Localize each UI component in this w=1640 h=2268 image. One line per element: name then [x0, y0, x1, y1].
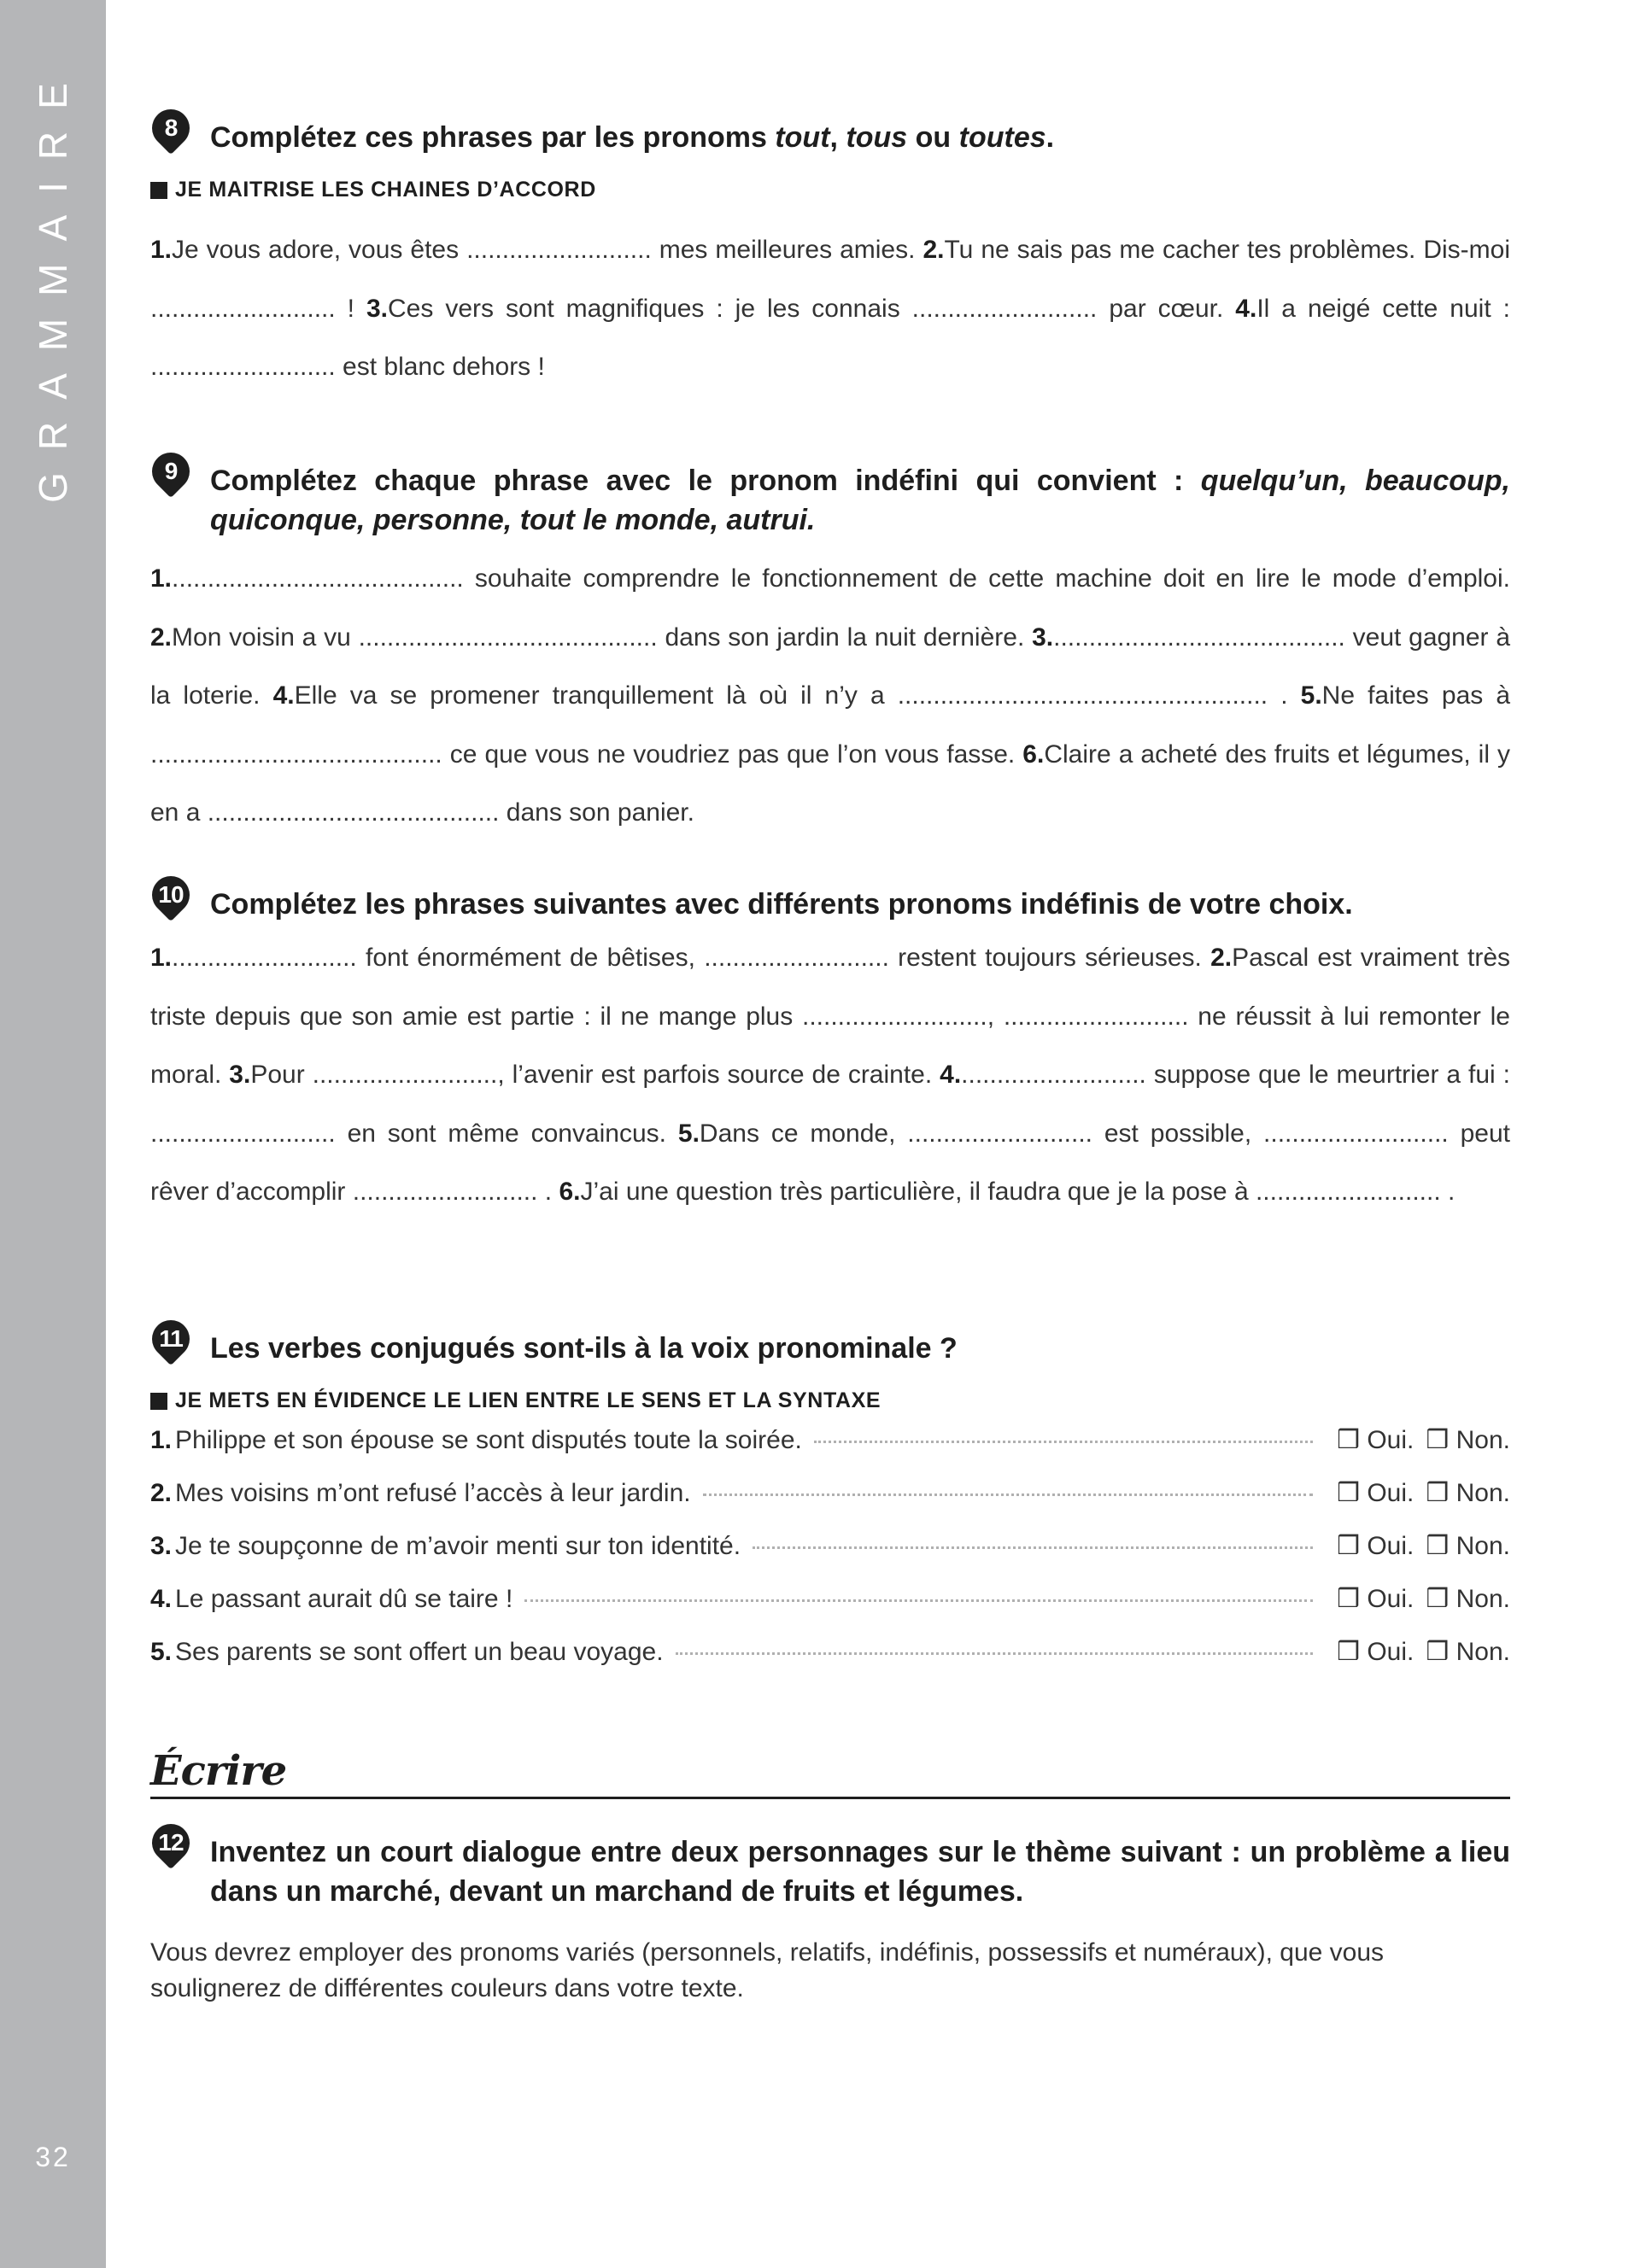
leader-dots: [814, 1441, 1313, 1443]
question-text: ......................................... veut gagner à la loterie.: [150, 623, 1511, 710]
leader-dots: [524, 1599, 1313, 1602]
exercise-9: [150, 458, 1511, 843]
exercise-header: [150, 1325, 1510, 1368]
square-bullet-icon: [150, 1393, 167, 1410]
question-text: Elle va se promener tranquillement là où il n’y a .................................................... .: [294, 681, 1288, 710]
exercise-header: [150, 881, 1510, 924]
question-text: J’ai une question très particulière, il faudra que je la pose à .......................... .: [580, 1178, 1456, 1206]
checkbox-icon: ❒: [1337, 1479, 1360, 1507]
skill-label: JE METS EN ÉVIDENCE LE LIEN ENTRE LE SENS ET LA SYNTAXE: [150, 1388, 1510, 1413]
question-text: Il a neigé cette nuit : .......................... est blanc dehors !: [150, 294, 1510, 381]
exercise-number: 10: [158, 881, 184, 908]
yes-no-list: [150, 1425, 1510, 1690]
no-checkbox[interactable]: ❒ Non.: [1426, 1532, 1510, 1560]
exercise-number: 8: [164, 114, 178, 141]
checkbox-icon: ❒: [1337, 1426, 1360, 1454]
checkbox-icon: ❒: [1426, 1585, 1450, 1613]
section-label: GRAMMAIRE: [31, 61, 75, 503]
exercise-11: [150, 1325, 1510, 1690]
exercise-number-badge: [144, 1312, 197, 1365]
checkbox-icon: ❒: [1426, 1638, 1450, 1666]
list-item: 2. Mes voisins m’ont refusé l’accès à leur jardin. ❒ Oui. ❒ Non.: [150, 1479, 1510, 1507]
checkbox-icon: ❒: [1337, 1638, 1360, 1666]
checkbox-icon: ❒: [1426, 1532, 1450, 1560]
exercise-number: 12: [158, 1829, 184, 1856]
checkbox-icon: ❒: [1426, 1426, 1450, 1454]
section-heading-ecrire: [150, 1749, 1510, 1799]
section-sidebar: [0, 0, 106, 2268]
question-text: Pour .........................., l’avenir est parfois source de crainte.: [250, 1061, 933, 1089]
list-item: 5. Ses parents se sont offert un beau voyage. ❒ Oui. ❒ Non.: [150, 1638, 1510, 1666]
exercise-8: [150, 114, 1511, 397]
exercise-questions: 1.Je vous adore, vous êtes .......................... mes meilleures amies. 2.Tu ne sais pas me cacher tes problèmes. Dis-moi .......................... ! 3.Ces vers sont magnifiques : je les connais .......................... par cœur. 4.Il a neigé cette nuit : .......................... est blanc dehors !: [150, 236, 1511, 381]
exercise-header: [150, 1829, 1510, 1911]
list-item: 1. Philippe et son épouse se sont disputés toute la soirée. ❒ Oui. ❒ Non.: [150, 1426, 1510, 1454]
exercise-header: [150, 458, 1510, 540]
page-number: 32: [35, 2142, 71, 2172]
no-checkbox[interactable]: ❒ Non.: [1426, 1638, 1510, 1666]
question-text: Je vous adore, vous êtes .......................... mes meilleures amies.: [172, 236, 916, 264]
exercise-title: Complétez les phrases suivantes avec différents pronoms indéfinis de votre choix.: [210, 888, 1353, 921]
checkbox-icon: ❒: [1426, 1479, 1450, 1507]
exercise-title: Complétez ces phrases par les pronoms tout, tous ou toutes.: [210, 121, 1055, 154]
exercise-number: 11: [159, 1325, 183, 1352]
checkbox-icon: ❒: [1337, 1585, 1360, 1613]
question-text: Pascal est vraiment très triste depuis que son amie est partie : il ne mange plus .........................., .......................... ne réussit à lui remonter le moral.: [150, 944, 1510, 1089]
exercise-12: [150, 1829, 1510, 2007]
leader-dots: [753, 1546, 1313, 1549]
section-heading-text: Écrire: [150, 1747, 287, 1795]
exercise-title: Inventez un court dialogue entre deux personnages sur le thème suivant : un problème a lieu dans un marché, devant un marchand de fruits et légumes.: [210, 1836, 1510, 1908]
yes-checkbox[interactable]: ❒ Oui.: [1337, 1426, 1414, 1454]
no-checkbox[interactable]: ❒ Non.: [1426, 1426, 1510, 1454]
yes-checkbox[interactable]: ❒ Oui.: [1337, 1532, 1414, 1560]
exercise-number-badge: [144, 102, 197, 155]
exercise-number-badge: [144, 868, 197, 921]
question-text: Mon voisin a vu .......................................... dans son jardin la nuit dernière.: [172, 623, 1025, 652]
no-checkbox[interactable]: ❒ Non.: [1426, 1585, 1510, 1613]
exercise-number-badge: [144, 445, 197, 498]
question-text: .......................... font énormément de bêtises, .......................... restent toujours sérieuses.: [172, 944, 1202, 972]
exercise-title: Les verbes conjugués sont-ils à la voix pronominale ?: [210, 1332, 958, 1365]
exercise-number-badge: [144, 1816, 197, 1869]
no-checkbox[interactable]: ❒ Non.: [1426, 1479, 1510, 1507]
question-text: Tu ne sais pas me cacher tes problèmes. Dis-moi .......................... !: [150, 236, 1511, 323]
question-text: Mes voisins m’ont refusé l’accès à leur jardin.: [175, 1479, 691, 1507]
leader-dots: [676, 1652, 1314, 1655]
yes-checkbox[interactable]: ❒ Oui.: [1337, 1479, 1414, 1507]
question-text: Le passant aurait dû se taire !: [175, 1585, 513, 1613]
checkbox-icon: ❒: [1337, 1532, 1360, 1560]
yes-checkbox[interactable]: ❒ Oui.: [1337, 1585, 1414, 1613]
question-text: Claire a acheté des fruits et légumes, il y en a ......................................... dans son panier.: [150, 739, 1511, 827]
exercise-header: [150, 114, 1510, 157]
question-text: Ces vers sont magnifiques : je les connais .......................... par cœur.: [388, 294, 1224, 323]
exercise-instructions: Vous devrez employer des pronoms variés (personnels, relatifs, indéfinis, possessifs et numéraux), que vous soulignerez de différentes couleurs dans votre texte.: [150, 1938, 1385, 2002]
square-bullet-icon: [150, 182, 167, 199]
list-item: 3. Je te soupçonne de m’avoir menti sur ton identité. ❒ Oui. ❒ Non.: [150, 1532, 1510, 1560]
exercise-title: Complétez chaque phrase avec le pronom indéfini qui convient : quelqu’un, beaucoup, quiconque, personne, tout le monde, autrui.: [210, 465, 1510, 536]
question-text: Je te soupçonne de m’avoir menti sur ton identité.: [175, 1532, 741, 1560]
question-text: ......................................... souhaite comprendre le fonctionnement de cette machine doit en lire le mode d’emploi.: [172, 564, 1510, 593]
question-text: Ses parents se sont offert un beau voyage.: [175, 1638, 664, 1666]
leader-dots: [703, 1493, 1313, 1496]
yes-checkbox[interactable]: ❒ Oui.: [1337, 1638, 1414, 1666]
list-item: 4. Le passant aurait dû se taire ! ❒ Oui. ❒ Non.: [150, 1585, 1510, 1613]
question-text: Philippe et son épouse se sont disputés toute la soirée.: [175, 1426, 802, 1454]
question-text: Dans ce monde, .......................... est possible, .......................... peut rêver d’accomplir .......................... .: [150, 1119, 1510, 1206]
exercise-questions: 1........................... font énormément de bêtises, .......................... restent toujours sérieuses. 2.Pascal est vraiment très triste depuis que son amie est partie : il ne mange plus .........................., .......................... ne réussit à lui remonter le moral. 3.Pour .........................., l’avenir est parfois source de crainte. 4........................... suppose que le meurtrier a fui : .......................... en sont même convaincus. 5.Dans ce monde, .......................... est possible, .......................... peut rêver d’accomplir .......................... . 6.J’ai une question très particulière, il faudra que je la pose à .......................... .: [150, 944, 1510, 1206]
question-text: .......................... suppose que le meurtrier a fui : .......................... en sont même convaincus.: [150, 1061, 1510, 1148]
question-text: Ne faites pas à ......................................... ce que vous ne voudriez pas que l’on vous fasse.: [150, 681, 1511, 769]
exercise-10: [150, 881, 1510, 1222]
skill-label: JE MAITRISE LES CHAINES D’ACCORD: [150, 178, 1510, 202]
exercise-number: 9: [164, 458, 178, 484]
exercise-questions: 1.......................................... souhaite comprendre le fonctionnement de cette machine doit en lire le mode d’emploi. 2.Mon voisin a vu .......................................... dans son jardin la nuit dernière. 3.......................................... veut gagner à la loterie. 4.Elle va se promener tranquillement là où il n’y a .................................................... . 5.Ne faites pas à ......................................... ce que vous ne voudriez pas que l’on vous fasse. 6.Claire a acheté des fruits et légumes, il y en a ......................................... dans son panier.: [150, 564, 1511, 827]
